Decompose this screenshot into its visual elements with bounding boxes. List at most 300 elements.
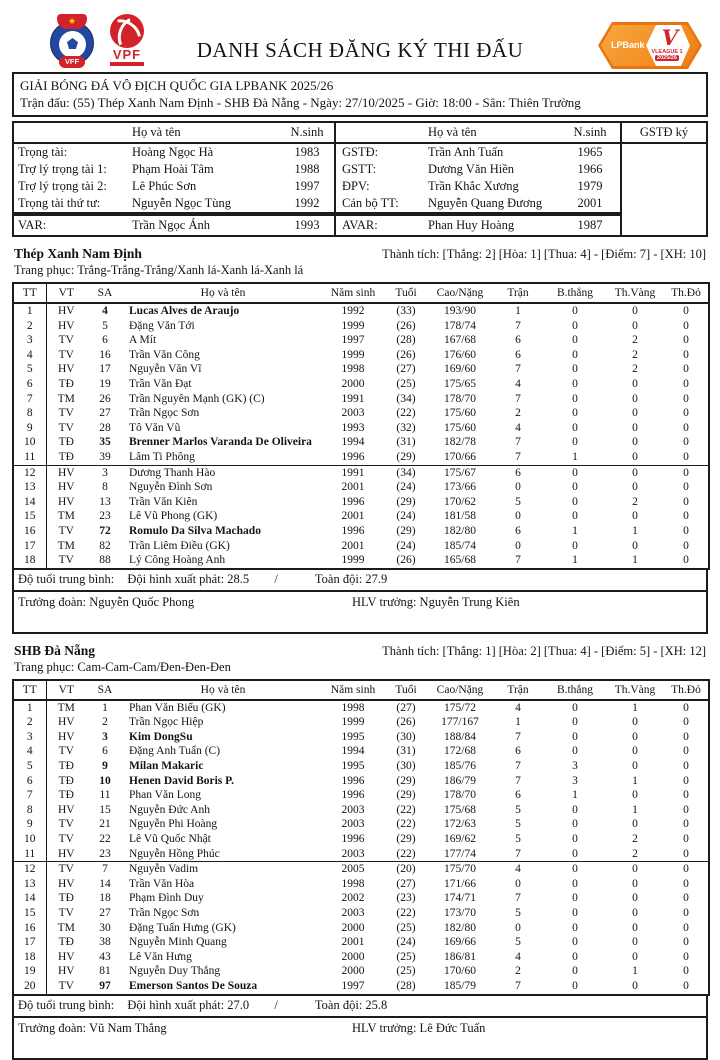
cell-name: Đặng Anh Tuấn (C) [129,745,221,758]
cell-sa: 38 [99,936,111,949]
cell-sa: 23 [99,847,111,860]
cell-bt: 0 [572,745,578,758]
cell-tr: 7 [515,774,521,787]
col-matches: Trận [492,283,544,303]
cell-sa: 81 [99,965,111,978]
cell-born: 2001 [341,481,365,494]
cell-tt: 19 [13,964,46,979]
cell-tr: 0 [515,877,521,890]
player-row [13,406,709,421]
officials-rows [14,144,620,212]
col-sa: SA [86,680,124,700]
cell-bt: 0 [572,305,578,317]
cell-name: Đặng Văn Tới [129,319,195,332]
cell-bt: 0 [572,334,578,347]
cell-hw: 175/60 [444,421,476,434]
cell-name: Romulo Da Silva Machado [129,524,261,537]
cell-sa: 10 [99,774,111,787]
cell-tv: 2 [632,363,638,376]
col-vt: VT [46,283,86,303]
birth-header: N.sinh [560,123,620,144]
cell-vt: HV [57,877,75,890]
cell-born: 2000 [341,921,365,934]
cell-vt: HV [57,847,75,860]
officials-header-row [14,123,620,144]
cell-sa: 15 [99,803,111,816]
cell-tr: 6 [515,789,521,802]
player-row [13,715,709,730]
cell-td: 0 [683,789,689,802]
cell-tt: 7 [13,392,46,407]
cell-born: 1996 [341,524,365,537]
cell-hw: 170/62 [444,495,476,508]
cell-tv: 0 [632,450,638,463]
cell-td: 0 [683,774,689,787]
team1-staff-row [12,592,708,634]
cell-vt: TV [58,407,74,420]
col-name: Họ và tên [124,680,322,700]
cell-tv: 0 [632,818,638,831]
cell-hw: 178/70 [444,392,476,405]
cell-td: 0 [683,965,689,978]
cell-name: Phan Văn Biểu (GK) [129,701,226,714]
cell-vt: TV [58,979,74,992]
cell-hw: 175/70 [428,862,492,877]
cell-tv: 0 [632,760,638,773]
cell-tr: 7 [515,847,521,860]
cell-born: 1997 [341,979,365,992]
lpbank-vleague-badge [598,22,702,69]
cell-td: 0 [683,510,689,523]
cell-name: Trần Văn Đạt [129,377,192,390]
cell-tv: 2 [632,833,638,846]
player-row [13,509,709,524]
cell-tt: 12 [13,862,46,877]
official-row [14,161,620,178]
player-row [13,803,709,818]
cell-born: 1991 [322,465,384,480]
cell-bt: 0 [572,877,578,890]
tournament-title: GIẢI BÓNG ĐÁ VÔ ĐỊCH QUỐC GIA LPBANK 2025/26 [20,78,334,93]
birth-header: N.sinh [280,123,334,144]
cell-born: 1998 [341,701,365,714]
cell-td: 0 [683,436,689,449]
cell-hw: 169/62 [444,833,476,846]
player-row [13,847,709,862]
cell-born: 2001 [341,539,365,552]
cell-bt: 0 [572,539,578,552]
cell-born: 1999 [341,319,365,332]
cell-bt: 0 [572,481,578,494]
cell-vt: TĐ [58,936,74,949]
team1-substitutes [13,465,709,569]
col-name: Họ và tên [124,283,322,303]
cell-vt: HV [57,495,75,508]
team2-staff-row [12,1018,708,1060]
cell-sa: 13 [99,495,111,508]
cell-age: (29) [396,495,416,508]
cell-name: Trần Ngọc Hiệp [129,716,204,729]
cell-td: 0 [664,465,709,480]
cell-name: Lý Công Hoàng Anh [129,554,226,567]
cell-bt: 1 [572,524,578,537]
cell-td: 0 [683,818,689,831]
cell-vt: HV [57,730,75,743]
cell-tt: 15 [13,509,46,524]
cell-td: 0 [683,760,689,773]
var-row [14,214,620,235]
cell-born: 1998 [341,877,365,890]
cell-nl: Nguyễn Ngọc Tùng [132,196,232,210]
cell-td: 0 [683,348,689,361]
official-row [14,178,620,195]
cell-tr: 6 [492,465,544,480]
cell-vt: HV [57,363,75,376]
table-header-row [13,283,709,303]
cell-tv: 1 [632,774,638,787]
cell-bt: 0 [572,701,578,714]
cell-tt: 3 [13,333,46,348]
cell-hw: 172/68 [444,745,476,758]
cell-born: 2003 [341,818,365,831]
cell-tt: 17 [13,935,46,950]
cell-hw: 165/68 [444,554,476,567]
cell-tv: 2 [632,495,638,508]
sign-column [620,123,706,235]
cell-tv: 0 [632,436,638,449]
cell-age: (22) [396,847,416,860]
cell-td: 0 [683,495,689,508]
cell-tt: 20 [13,979,46,995]
cell-vt: TM [57,701,75,714]
cell-td: 0 [683,716,689,729]
cell-td: 0 [683,921,689,934]
cell-td: 0 [683,892,689,905]
cell-age: (24) [396,510,416,523]
cell-td: 0 [683,392,689,405]
cell-rl: Trọng tài thứ tư: [18,196,101,210]
officials-main [14,123,620,235]
cell-nr: Nguyễn Quang Đương [428,196,543,210]
cell-born: 1997 [341,334,365,347]
cell-tr: 5 [515,907,521,919]
cell-nl: Trần Ngọc Ánh [132,218,211,232]
cell-age: (29) [396,774,416,787]
cell-tv: 1 [632,701,638,714]
cell-hw: 167/68 [444,334,476,347]
team1-average-age-row [12,570,708,592]
player-row [13,392,709,407]
cell-rl: Trọng tài: [18,145,68,159]
cell-tr: 5 [515,818,521,831]
cell-sa: 4 [102,305,108,317]
team2-header [14,643,706,659]
col-born: Năm sinh [322,283,384,303]
cell-age: (27) [396,701,416,714]
cell-tt: 12 [13,465,46,480]
cell-age: (24) [396,936,416,949]
cell-td: 0 [683,847,689,860]
vleague-mark-icon: V [661,25,678,50]
player-row [13,964,709,979]
cell-name: Nguyễn Đức Anh [129,803,210,816]
cell-tt: 13 [13,480,46,495]
cell-vt: TV [58,348,74,361]
player-row [13,377,709,392]
player-row [13,832,709,847]
cell-age: (22) [396,907,416,919]
cell-name: Phạm Đình Duy [129,892,204,905]
cell-vt: HV [57,305,75,317]
vff-label: VFF [59,56,85,68]
page-title: DANH SÁCH ĐĂNG KÝ THI ĐẤU [196,38,524,62]
vleague-label [647,49,687,61]
player-row [13,921,709,936]
cell-tr: 7 [515,892,521,905]
cell-rr: AVAR: [334,216,426,235]
player-row [13,935,709,950]
player-row [13,303,709,319]
squad-average: Toàn đội: 25.8 [314,997,388,1012]
cell-sa: 5 [102,319,108,332]
cell-tv: 0 [632,877,638,890]
col-goals: B.thắng [544,283,606,303]
cell-vt: TM [57,921,75,934]
col-yellow: Th.Vàng [606,283,664,303]
team-leader: Trưởng đoàn: Vũ Nam Thắng [18,1020,167,1035]
cell-bt: 0 [572,936,578,949]
cell-tt: 6 [13,377,46,392]
cell-hw: 178/70 [444,789,476,802]
cell-born: 1999 [341,716,365,729]
cell-bt: 0 [572,363,578,376]
cell-vt: TV [58,833,74,846]
col-tt: TT [13,283,46,303]
cell-sa: 16 [99,348,111,361]
cell-tr: 0 [515,510,521,523]
slash-separator: / [274,997,278,1012]
cell-hw: 176/60 [444,348,476,361]
team1-starters [13,303,709,465]
player-row [13,553,709,569]
cell-tt: 11 [13,450,46,465]
cell-sa: 27 [99,907,111,919]
cell-rr: ĐPV: [334,178,426,195]
cell-tv: 0 [632,305,638,317]
cell-bt: 0 [572,965,578,978]
cell-sa: 17 [99,363,111,376]
cell-tt: 16 [13,524,46,539]
cell-age: (25) [396,950,416,963]
cell-tv: 0 [632,319,638,332]
cell-born: 1995 [341,760,365,773]
cell-bt: 0 [572,730,578,743]
avg-age-label: Độ tuổi trung bình: [18,571,115,586]
cell-hw: 186/79 [444,774,476,787]
cell-hw: 175/60 [444,407,476,420]
cell-td: 0 [683,950,689,963]
cell-tt: 9 [13,817,46,832]
player-row [13,891,709,906]
player-row [13,421,709,436]
cell-tt: 8 [13,803,46,818]
cell-age: (27) [396,363,416,376]
cell-age: (31) [396,436,416,449]
cell-born: 1993 [341,421,365,434]
cell-tr: 5 [515,803,521,816]
avg-age-label: Độ tuổi trung bình: [18,997,115,1012]
cell-nr: Phan Huy Hoàng [428,218,515,232]
cell-tt: 8 [13,406,46,421]
vff-star-icon: ★ [57,14,87,29]
cell-tt: 13 [13,877,46,892]
cell-tr: 2 [515,407,521,420]
cell-sa: 1 [102,701,108,714]
cell-age: (30) [396,760,416,773]
cell-bt: 0 [572,847,578,860]
name-header: Họ và tên [426,123,560,144]
empty-header-cell [334,123,426,144]
cell-vt: HV [57,950,75,963]
cell-tv: 0 [606,862,664,877]
official-row [14,144,620,161]
cell-age: (25) [396,921,416,934]
cell-tr: 7 [515,730,521,743]
cell-bt: 0 [572,392,578,405]
player-row [13,465,709,480]
cell-vt: TĐ [58,774,74,787]
cell-age: (33) [396,305,416,317]
cell-born: 1996 [341,833,365,846]
cell-tv: 0 [632,950,638,963]
cell-tv: 0 [632,481,638,494]
cell-yr: 1965 [577,145,603,159]
cell-yl: 1992 [294,196,320,210]
cell-sa: 3 [86,465,124,480]
cell-born: 2000 [341,965,365,978]
empty-header-cell [14,123,130,144]
cell-born: 2001 [341,936,365,949]
cell-rr: Cán bộ TT: [334,195,426,212]
cell-tr: 6 [515,524,521,537]
cell-born: 2003 [341,407,365,420]
cell-name: Dương Thanh Hào [124,465,322,480]
cell-tt: 14 [13,495,46,510]
cell-vt: HV [57,481,75,494]
cell-vt: TV [58,524,74,537]
player-row [13,774,709,789]
cell-sa: 8 [102,481,108,494]
lpbank-label: LPBank [611,40,645,50]
cell-bt: 0 [572,348,578,361]
cell-yl: 1983 [294,145,320,159]
cell-sa: 6 [102,334,108,347]
cell-tt: 3 [13,730,46,745]
player-row [13,788,709,803]
cell-bt: 3 [572,774,578,787]
cell-hw: 177/74 [444,847,476,860]
cell-hw: 170/66 [444,450,476,463]
cell-tt: 11 [13,847,46,862]
cell-hw: 185/76 [444,760,476,773]
player-row [13,979,709,995]
cell-nl: Lê Phúc Sơn [132,179,197,193]
cell-tv: 1 [632,524,638,537]
team2-record: Thành tích: [Thắng: 1] [Hòa: 2] [Thua: 4] - [Điểm: 5] - [XH: 12] [382,643,706,658]
cell-hw: 170/60 [444,965,476,978]
cell-hw: 181/58 [444,510,476,523]
cell-tt: 16 [13,921,46,936]
cell-sa: 97 [99,979,111,992]
cell-bt: 0 [572,377,578,390]
team2-substitutes [13,862,709,995]
cell-age: (28) [396,334,416,347]
head-coach: HLV trưởng: Lê Đức Tuấn [352,1020,486,1035]
cell-tr: 7 [515,363,521,376]
col-age: Tuổi [384,283,428,303]
cell-born: 2000 [341,377,365,390]
cell-tt: 18 [13,950,46,965]
cell-name: Lê Vũ Quốc Nhật [129,833,211,846]
cell-sa: 18 [99,892,111,905]
cell-vt: TV [58,818,74,831]
cell-born: 2003 [341,907,365,919]
cell-tt: 17 [13,539,46,554]
cell-tv: 0 [632,407,638,420]
officials-table [12,121,708,237]
cell-name: Lâm Ti Phông [129,450,195,463]
cell-vt: HV [57,716,75,729]
cell-age: (25) [396,377,416,390]
cell-tr: 7 [515,392,521,405]
cell-td: 0 [683,701,689,714]
team1-name: Thép Xanh Nam Định [14,246,142,261]
cell-tr: 7 [515,979,521,992]
cell-rr: GSTĐ: [334,144,426,161]
cell-tt: 7 [13,788,46,803]
cell-tr: 7 [515,436,521,449]
col-matches: Trận [492,680,544,700]
cell-tt: 18 [13,553,46,569]
cell-yr: 2001 [577,196,603,210]
lineup-average: Đội hình xuất phát: 27.0 [127,997,250,1012]
cell-tv: 0 [632,392,638,405]
cell-name: Trần Ngọc Sơn [129,407,200,420]
cell-sa: 82 [99,539,111,552]
cell-yl: 1997 [294,179,320,193]
cell-tv: 0 [632,892,638,905]
table-header-row [13,680,709,700]
cell-vt: TV [58,907,74,919]
cell-name: Nguyễn Vadim [124,862,322,877]
cell-td: 0 [683,907,689,919]
cell-tv: 1 [632,965,638,978]
cell-tr: 6 [515,348,521,361]
cell-age: (26) [396,348,416,361]
cell-td: 0 [683,803,689,816]
cell-bt: 0 [572,495,578,508]
cell-rl: Trợ lý trọng tài 1: [18,162,107,176]
cell-bt: 0 [572,921,578,934]
cell-vt: TĐ [58,892,74,905]
cell-vt: TV [58,554,74,567]
cell-age: (20) [384,862,428,877]
cell-sa: 27 [99,407,111,420]
cell-td: 0 [683,377,689,390]
cell-name: Milan Makaric [129,760,204,773]
cell-vt: HV [57,803,75,816]
match-info-box [12,72,708,117]
